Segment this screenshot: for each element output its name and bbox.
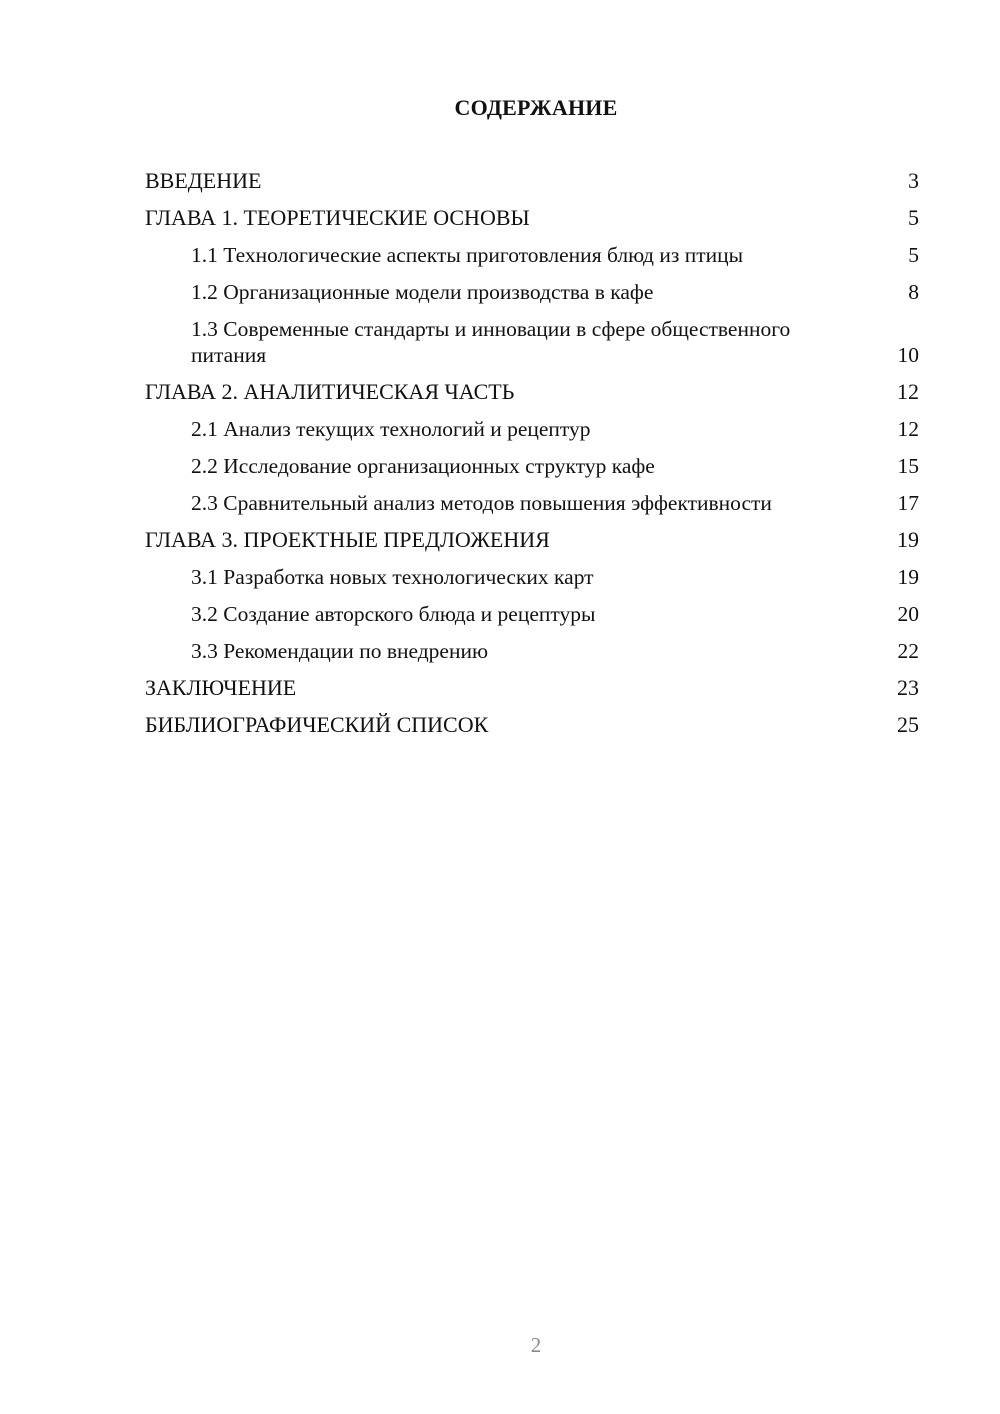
toc-entry-text: 2.1 Анализ текущих технологий и рецептур [191, 417, 591, 441]
toc-entry-section-1-1 [145, 242, 919, 268]
toc-entry-page: 12 [897, 379, 919, 404]
toc-entry-page: 8 [908, 280, 919, 304]
toc-entry-section-2-1 [145, 416, 919, 442]
toc-entry-section-3-1 [145, 564, 919, 590]
toc-entry-bibliography [145, 712, 919, 738]
toc-entry-page: 5 [908, 243, 919, 267]
toc-entry-text: 1.3 Современные стандарты и инновации в сфере общественного питания [191, 317, 791, 367]
toc-entry-page: 19 [897, 527, 919, 552]
toc-entry-text: 3.3 Рекомендации по внедрению [191, 639, 489, 663]
toc-entry-page: 25 [897, 712, 919, 737]
toc-entry-text: 3.1 Разработка новых технологических карт [191, 565, 594, 589]
toc-entry-section-1-2 [145, 279, 919, 305]
toc-entry-chapter-3 [145, 527, 919, 553]
toc-entry-text: 2.2 Исследование организационных структур кафе [191, 454, 655, 478]
toc-entry-text: ГЛАВА 1. ТЕОРЕТИЧЕСКИЕ ОСНОВЫ [145, 205, 530, 230]
toc-entry-text: БИБЛИОГРАФИЧЕСКИЙ СПИСОК [145, 712, 489, 737]
toc-entry-page: 5 [908, 205, 919, 230]
toc-entry-text: ВВЕДЕНИЕ [145, 168, 262, 193]
toc-entry-page: 20 [897, 602, 919, 626]
toc-entry-page: 3 [908, 168, 919, 193]
toc-entry-text: ГЛАВА 3. ПРОЕКТНЫЕ ПРЕДЛОЖЕНИЯ [145, 527, 550, 552]
toc-entry-page: 23 [897, 675, 919, 700]
toc-entry-text: 1.1 Технологические аспекты приготовления блюд из птицы [191, 243, 744, 267]
toc-entry-section-2-2 [145, 453, 919, 479]
toc-entry-chapter-2 [145, 379, 919, 405]
toc-entry-page: 22 [897, 639, 919, 663]
toc-entry-page: 12 [897, 417, 919, 441]
toc-entry-page: 19 [897, 565, 919, 589]
toc-entry-conclusion [145, 675, 919, 701]
toc-entry-text: 3.2 Создание авторского блюда и рецептуры [191, 602, 596, 626]
page-number: 2 [530, 1333, 542, 1357]
toc-entry-text: ЗАКЛЮЧЕНИЕ [145, 675, 297, 700]
toc-entry-chapter-1 [145, 205, 919, 231]
toc-entry-text: 2.3 Сравнительный анализ методов повышения эффективности [191, 491, 772, 515]
toc-title: СОДЕРЖАНИЕ [454, 95, 618, 120]
toc-entry-section-1-3 [145, 316, 919, 368]
toc-entry-page: 10 [897, 343, 919, 367]
toc-entry-introduction [145, 168, 919, 194]
toc-entry-section-2-3 [145, 490, 919, 516]
toc-entry-text: ГЛАВА 2. АНАЛИТИЧЕСКАЯ ЧАСТЬ [145, 379, 515, 404]
toc-entry-section-3-3 [145, 638, 919, 664]
toc-entry-page: 15 [897, 454, 919, 478]
toc-entry-text: 1.2 Организационные модели производства в кафе [191, 280, 654, 304]
table-of-contents [145, 168, 919, 749]
toc-entry-section-3-2 [145, 601, 919, 627]
toc-entry-page: 17 [897, 491, 919, 515]
